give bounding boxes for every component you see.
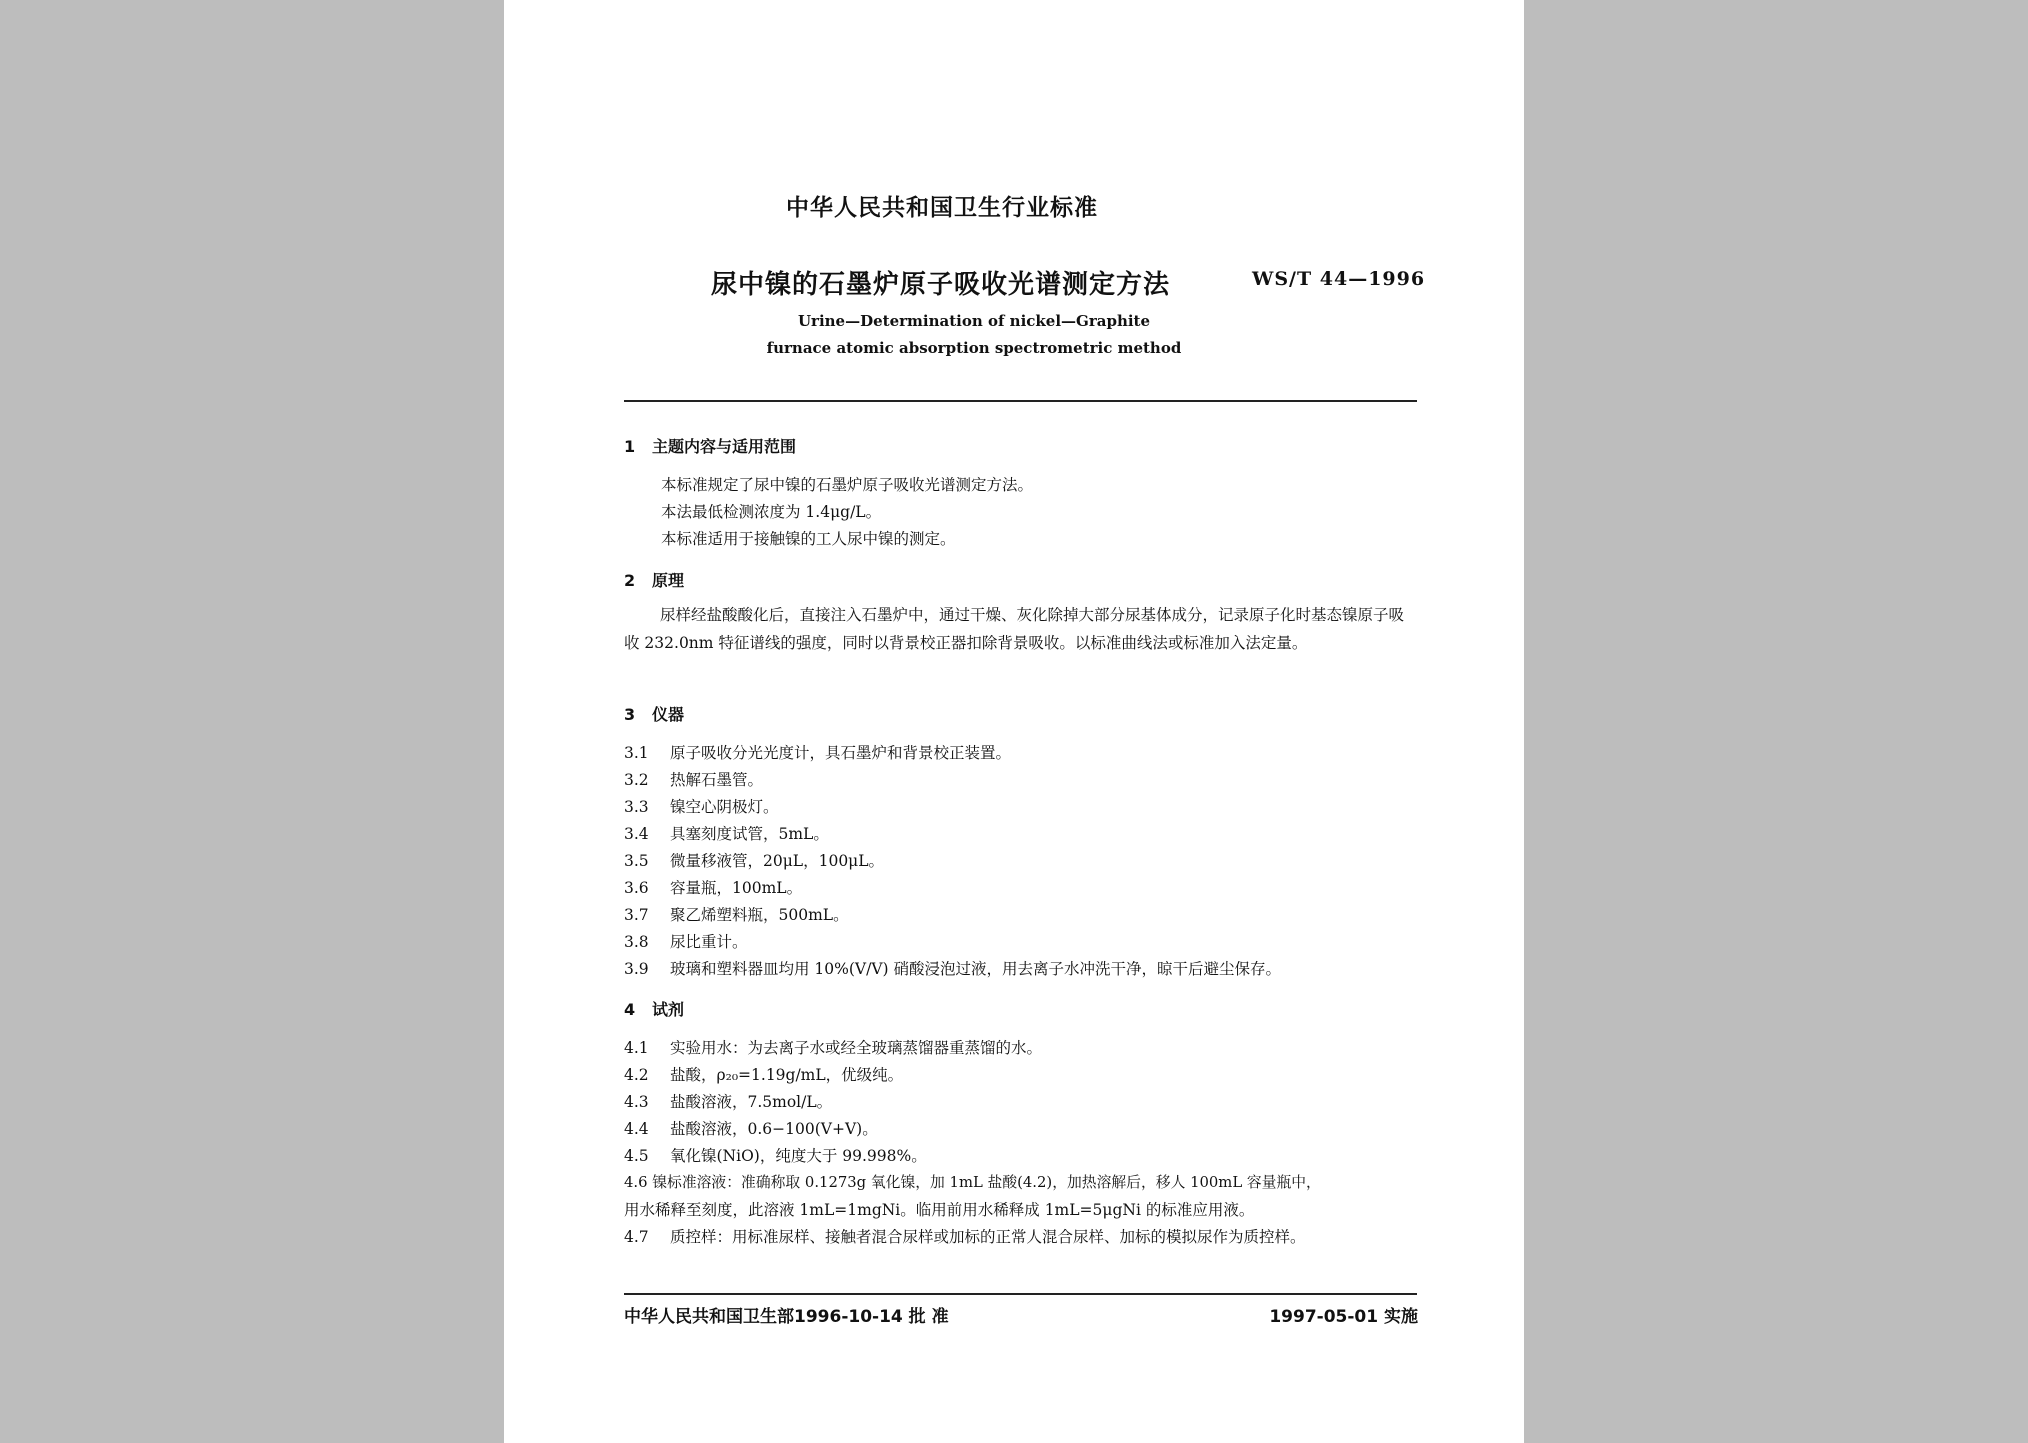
section-number: 1 bbox=[624, 437, 636, 456]
section-1-heading bbox=[624, 434, 796, 457]
section-1-line: 本标准适用于接触镍的工人尿中镍的测定。 bbox=[661, 530, 956, 548]
section-number: 2 bbox=[624, 571, 636, 590]
list-item: 3.1 原子吸收分光光度计，具石墨炉和背景校正装置。 bbox=[624, 744, 1012, 762]
section-1-line: 本法最低检测浓度为 1.4μg/L。 bbox=[661, 503, 882, 521]
section-2-heading bbox=[624, 568, 684, 591]
list-item: 3.7 聚乙烯塑料瓶，500mL。 bbox=[624, 906, 849, 924]
section-3-heading bbox=[624, 702, 684, 725]
list-item: 3.2 热解石墨管。 bbox=[624, 771, 764, 789]
list-item: 4.4 盐酸溶液，0.6−100(V+V)。 bbox=[624, 1120, 878, 1138]
top-divider bbox=[624, 400, 1417, 402]
list-item: 3.5 微量移液管，20μL，100μL。 bbox=[624, 852, 885, 870]
english-title-line1: Urine—Determination of nickel—Graphite bbox=[797, 312, 1151, 330]
list-item: 4.7 质控样：用标准尿样、接触者混合尿样或加标的正常人混合尿样、加标的模拟尿作为质控样。 bbox=[624, 1228, 1306, 1246]
list-item: 4.3 盐酸溶液，7.5mol/L。 bbox=[624, 1093, 833, 1111]
section-title: 试剂 bbox=[652, 1000, 685, 1019]
list-item: 3.9 玻璃和塑料器皿均用 10%(V/V) 硝酸浸泡过液，用去离子水冲洗干净，晾干后避尘保存。 bbox=[624, 960, 1282, 978]
list-item: 3.4 具塞刻度试管，5mL。 bbox=[624, 825, 829, 843]
section-4-heading bbox=[624, 997, 684, 1020]
section-1-line: 本标准规定了尿中镍的石墨炉原子吸收光谱测定方法。 bbox=[661, 476, 1034, 494]
standard-code: WS/T 44—1996 bbox=[1252, 268, 1426, 290]
section-number: 3 bbox=[624, 705, 636, 724]
document-title: 尿中镍的石墨炉原子吸收光谱测定方法 bbox=[711, 270, 1171, 300]
bottom-divider bbox=[624, 1293, 1417, 1295]
approval-info: 中华人民共和国卫生部1996-10-14 批 准 bbox=[624, 1307, 949, 1327]
list-item: 3.6 容量瓶，100mL。 bbox=[624, 879, 803, 897]
section-title: 原理 bbox=[652, 571, 685, 590]
list-item: 4.5 氧化镍(NiO)，纯度大于 99.998%。 bbox=[624, 1147, 927, 1165]
list-item-4-6-line1: 4.6 镍标准溶液：准确称取 0.1273g 氧化镍，加 1mL 盐酸(4.2)，加热溶解后，移人 100mL 容量瓶中， bbox=[624, 1174, 1321, 1191]
list-item-4-6-line2: 用水稀释至刻度，此溶液 1mL=1mgNi。临用前用水稀释成 1mL=5μgNi 的标准应用液。 bbox=[624, 1201, 1255, 1219]
section-2-paragraph: 尿样经盐酸酸化后，直接注入石墨炉中，通过干燥、灰化除掉大部分尿基体成分，记录原子化时基态镍原子吸收 232.0nm 特征谱线的强度，同时以背景校正器扣除背景吸收。以标准曲线法或标准加入法定量。 bbox=[624, 606, 1405, 652]
list-item: 4.1 实验用水：为去离子水或经全玻璃蒸馏器重蒸馏的水。 bbox=[624, 1039, 1043, 1057]
section-number: 4 bbox=[624, 1000, 636, 1019]
english-title-line2: furnace atomic absorption spectrometric method bbox=[766, 339, 1182, 357]
document-page bbox=[504, 0, 1524, 1443]
standard-category: 中华人民共和国卫生行业标准 bbox=[786, 195, 1098, 221]
section-title: 仪器 bbox=[652, 705, 685, 724]
section-title: 主题内容与适用范围 bbox=[652, 437, 797, 456]
list-item: 3.3 镍空心阴极灯。 bbox=[624, 798, 779, 816]
list-item: 3.8 尿比重计。 bbox=[624, 933, 748, 951]
list-item: 4.2 盐酸，ρ₂₀=1.19g/mL，优级纯。 bbox=[624, 1066, 904, 1084]
implementation-date: 1997-05-01 实施 bbox=[1269, 1307, 1418, 1327]
